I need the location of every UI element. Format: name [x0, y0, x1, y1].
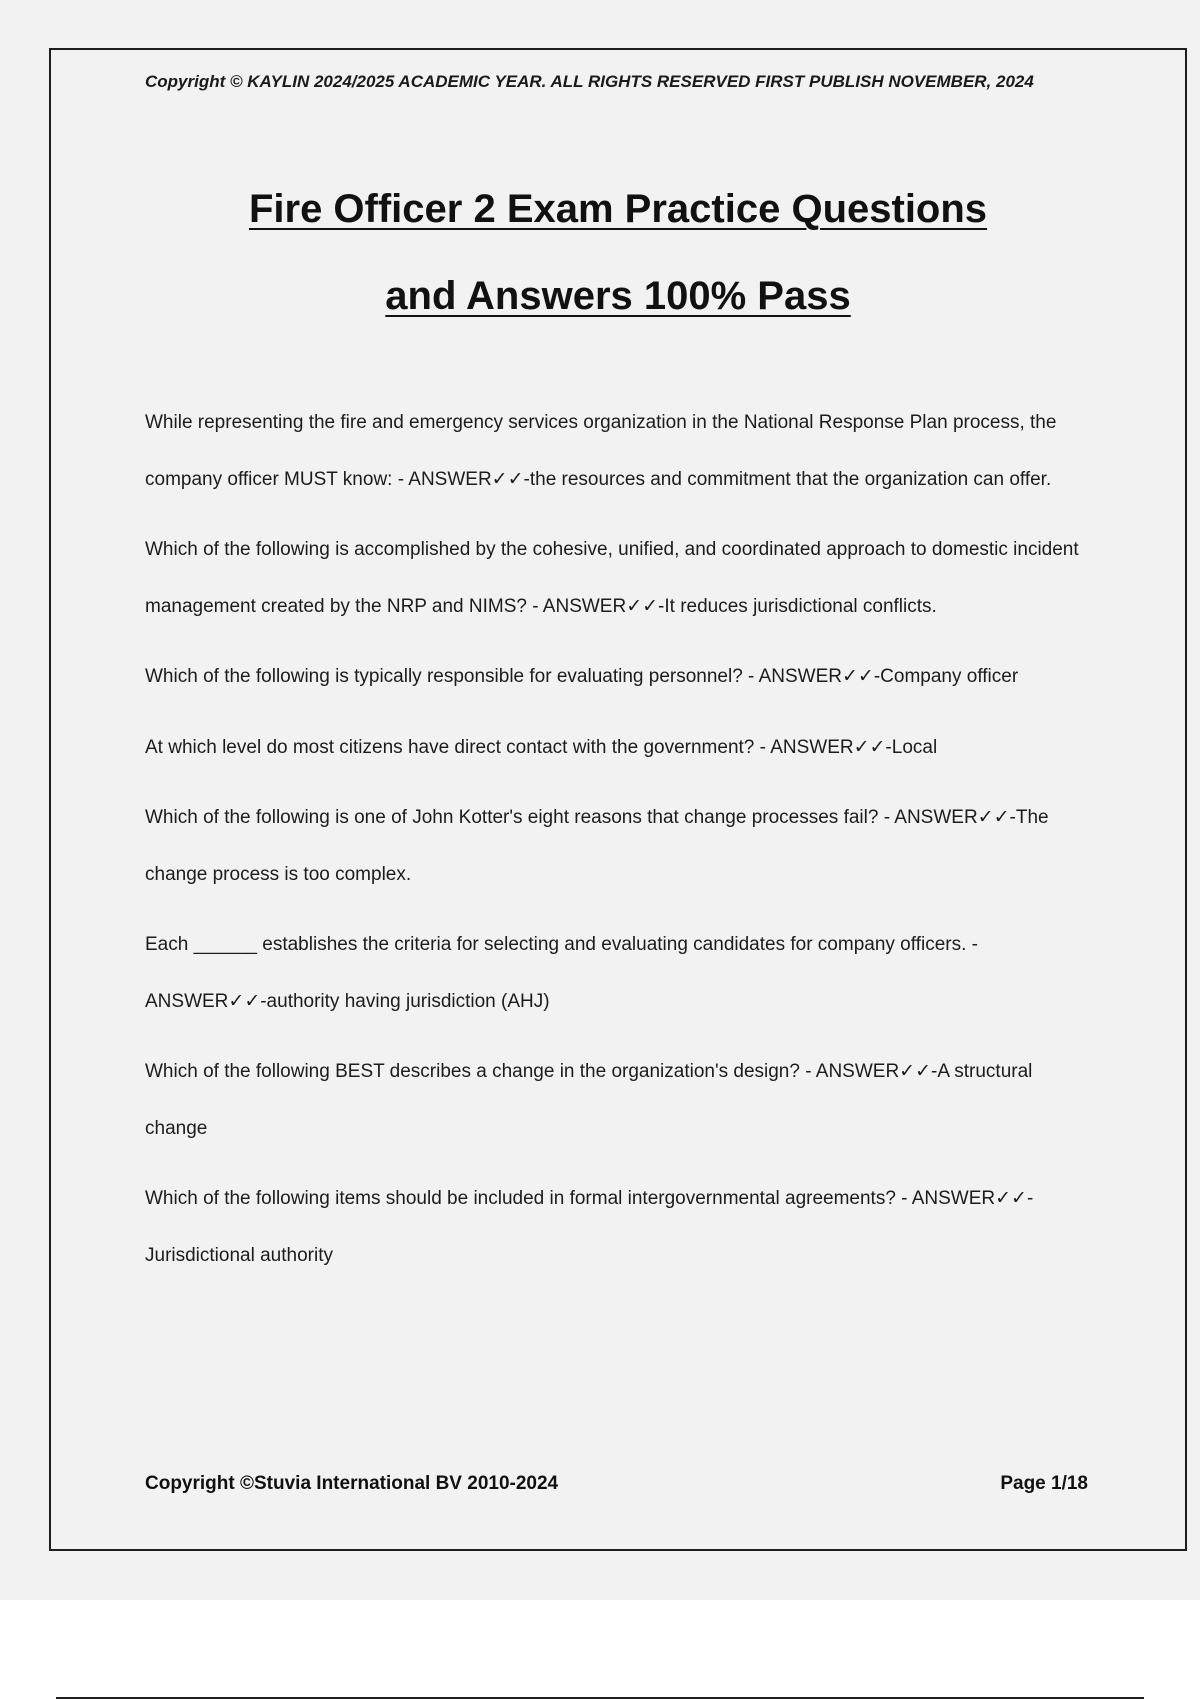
qa-item: Each ______ establishes the criteria for selecting and evaluating candidates for company officers. - ANSWER✓✓-authority having jurisdiction (AHJ)	[145, 934, 978, 1012]
header-copyright: Copyright © KAYLIN 2024/2025 ACADEMIC YEAR. ALL RIGHTS RESERVED FIRST PUBLISH NOVEMBER, 2024	[145, 72, 1034, 91]
title-line-2: and Answers 100% Pass	[385, 274, 851, 318]
title-line-1: Fire Officer 2 Exam Practice Questions	[248, 187, 988, 231]
bottom-divider	[56, 1697, 1144, 1699]
qa-item: Which of the following is one of John Kotter's eight reasons that change processes fail? - ANSWER✓✓-The change process is too complex.	[145, 807, 1049, 885]
page-number: Page 1/18	[1000, 1473, 1088, 1494]
qa-item: Which of the following is accomplished by the cohesive, unified, and coordinated approach to domestic incident management created by the NRP and NIMS? - ANSWER✓✓-It reduces jurisdictional conflicts.	[145, 539, 1079, 617]
qa-item: At which level do most citizens have direct contact with the government? - ANSWER✓✓-Local	[145, 736, 938, 758]
document-title	[100, 166, 1136, 340]
qa-item: Which of the following items should be included in formal intergovernmental agreements? - ANSWER✓✓-Jurisdictional authority	[145, 1188, 1034, 1266]
qa-item: Which of the following BEST describes a change in the organization's design? - ANSWER✓✓-A structural change	[145, 1061, 1033, 1139]
qa-item: Which of the following is typically responsible for evaluating personnel? - ANSWER✓✓-Company officer	[145, 666, 1019, 687]
footer-copyright: Copyright ©Stuvia International BV 2010-2024	[145, 1473, 559, 1494]
qa-item: While representing the fire and emergency services organization in the National Response Plan process, the company officer MUST know: - ANSWER✓✓-the resources and commitment that the organization can offer.	[145, 412, 1057, 490]
question-answer-list	[145, 395, 1090, 1298]
